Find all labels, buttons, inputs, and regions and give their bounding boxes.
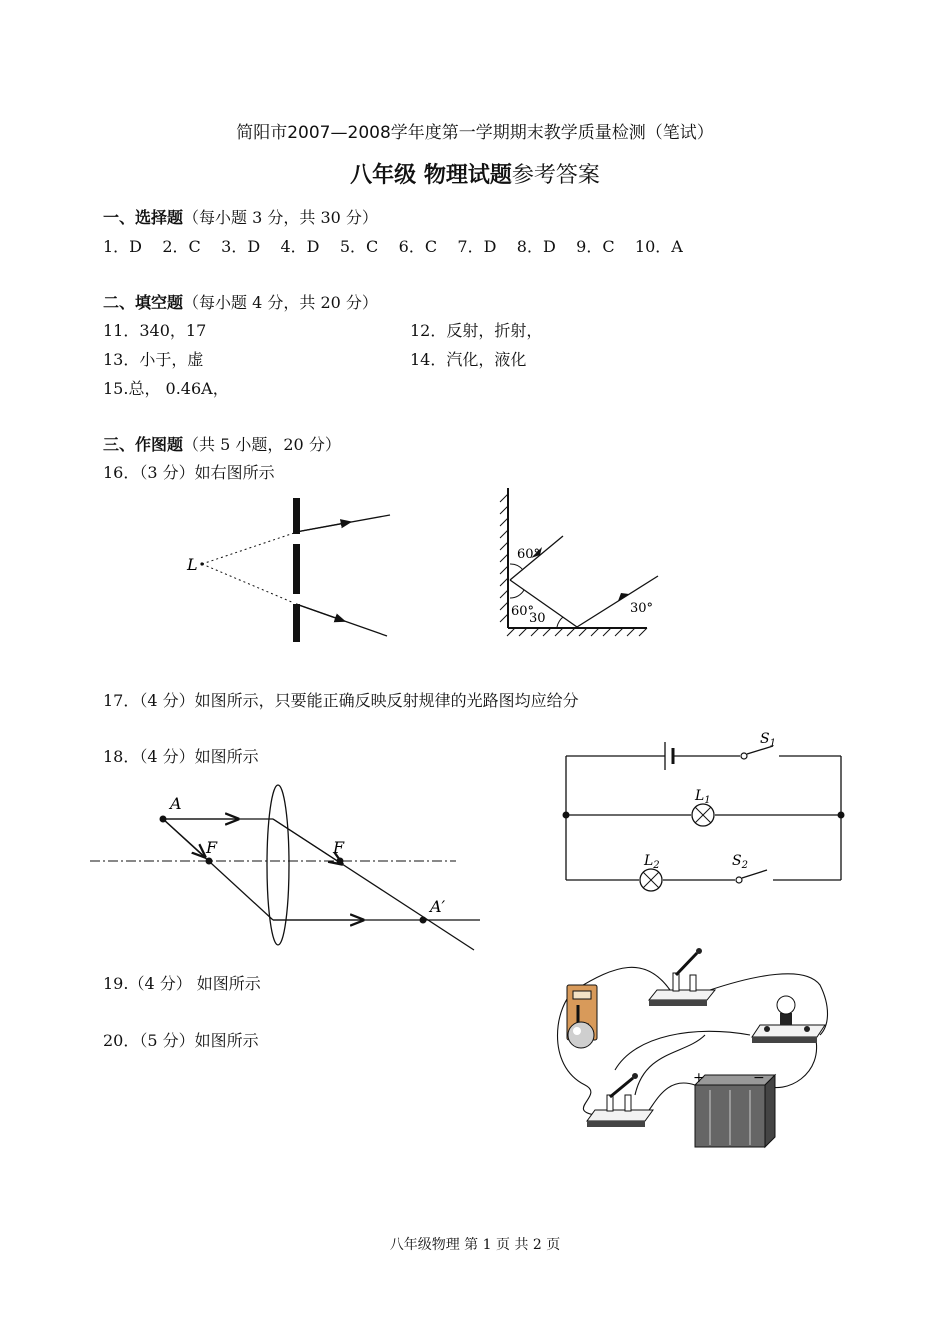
fig17-arrow-reflected [618,593,629,601]
fig17-angle-arc-floor [557,617,563,627]
answer-4: 4．D [280,237,320,256]
fig17-angle-60-bottom: 60° [511,604,535,619]
focal-point-left [206,858,213,865]
barrier-segment-top [293,498,300,534]
fig16-diagram [180,490,400,650]
answer-8: 8．D [516,237,556,256]
focal-point-right [337,858,344,865]
switch-S2-pivot [736,877,742,883]
answer-17: 17．（4 分）如图所示，只要能正确反映反射规律的光路图均应给分 [103,691,579,710]
section3-note: （共 5 小题，20 分） [183,435,341,454]
image-point-A-prime [420,917,427,924]
fig17-angle-arc-top [510,564,523,570]
fig18-label-F-left: F [206,838,218,857]
answer-6: 6．C [398,237,438,256]
label-S2: $S_2$ [732,853,748,871]
junction-left [563,812,570,819]
barrier-segment-middle [293,544,300,594]
answer-9: 9．C [576,237,615,256]
fig16-arrow-top [296,522,350,532]
section1-answers [103,234,683,257]
section2-note: （每小题 4 分，共 20 分） [183,293,378,312]
answer-3: 3．D [221,237,261,256]
battery-plus-sign: + [693,1070,705,1086]
fig18-label-A: A [170,794,182,813]
light-bulb-holder [752,996,825,1043]
answer-18: 18．（4 分）如图所示 [103,747,259,766]
fig18-diagram [88,782,488,954]
answer-12: 12．反射，折射， [410,321,543,340]
answer-7: 7．D [457,237,497,256]
answer-2: 2．C [162,237,201,256]
label-L2: $L_2$ [644,853,660,871]
barrier-segment-bottom [293,604,300,642]
junction-right [838,812,845,819]
mirror-hatching-vertical [500,494,508,622]
fig16-virtual-ray-bottom [202,564,294,603]
fig17-angle-30-bottom: 30 [529,611,546,626]
switch-S2-blade [742,870,767,878]
fig17-angle-30-right: 30° [630,601,654,616]
section3-heading-line [103,432,341,455]
fig18-label-F-right: F [333,838,345,857]
title-rest: 参考答案 [511,163,600,188]
fig18-arrow-focal [163,819,205,857]
fig18-arrow-refracted [273,819,342,864]
section1-note: （每小题 3 分，共 30 分） [183,208,378,227]
page-title [0,158,950,189]
fig17-angle-arc-bottom [510,590,524,598]
section3-heading: 三、作图题 [103,435,184,454]
circuit-schematic [555,726,855,894]
label-L1: $L_1$ [695,788,711,806]
answer-13: 13．小于，虚 [103,350,204,369]
answer-1: 1．D [103,237,143,256]
answer-14: 14．汽化，液化 [410,350,527,369]
section2-heading: 二、填空题 [103,293,184,312]
answer-20: 20．（5 分）如图所示 [103,1031,259,1050]
fig17-diagram [495,484,665,644]
answer-15: 15.总， 0.46A， [103,379,229,398]
fig16-label-L: L [187,555,198,574]
section1-heading-line [103,205,378,228]
section1-heading: 一、选择题 [103,208,184,227]
answer-11: 11．340，17 [103,321,207,340]
convex-lens [267,785,289,945]
knife-switch-bottom [587,1073,653,1127]
answer-5: 5．C [339,237,379,256]
exam-subtitle: 简阳市2007—2008学年度第一学期期末教学质量检测（笔试） [236,123,714,143]
title-bold: 八年级 物理试题 [350,163,512,188]
mirror-hatching-horizontal [507,628,647,636]
object-point-A [160,816,167,823]
answer-10: 10．A [634,237,683,256]
label-S1: $S_1$ [760,731,776,749]
fig18-label-A-prime: A′ [430,897,446,916]
fig16-virtual-ray-top [202,533,294,564]
answer-19: 19.（4 分） 如图所示 [103,974,261,993]
switch-S1-pivot [741,753,747,759]
answer-16: 16．（3 分）如右图所示 [103,463,275,482]
battery-minus-sign: − [753,1070,765,1086]
fig17-angle-60-top: 60° [517,547,541,562]
electric-bell [567,985,597,1048]
fig16-arrow-bottom [296,604,344,621]
physical-circuit [545,945,835,1160]
page-footer: 八年级物理 第 1 页 共 2 页 [389,1237,561,1253]
section2-heading-line [103,290,378,313]
